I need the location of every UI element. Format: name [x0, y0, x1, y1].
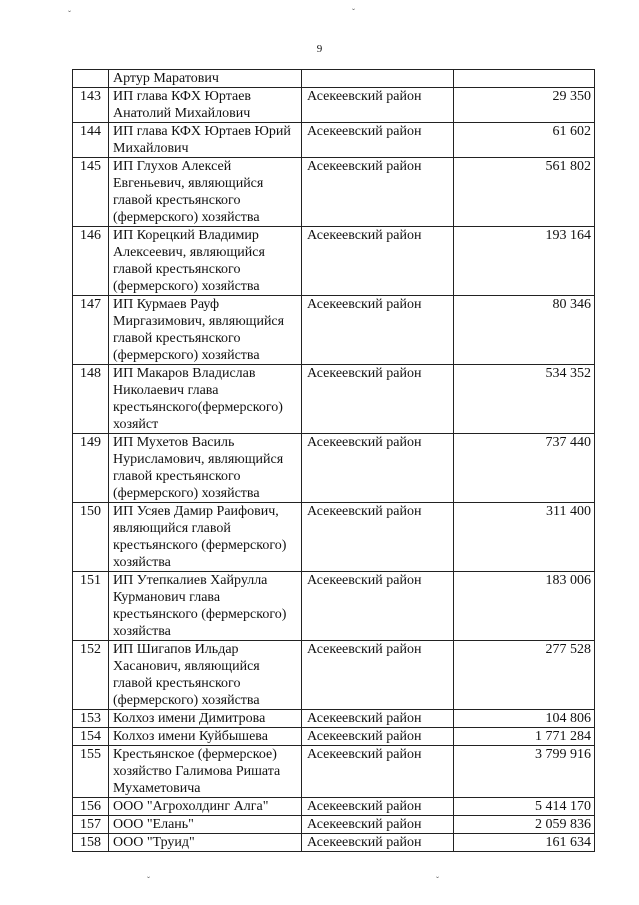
recipient-name: Колхоз имени Куйбышева: [109, 728, 302, 746]
row-number: 158: [73, 834, 109, 852]
amount: 104 806: [454, 710, 595, 728]
table-row: [73, 572, 595, 641]
table-row: [73, 123, 595, 158]
table-row: [73, 296, 595, 365]
table-row: [73, 816, 595, 834]
recipient-name: ООО "Елань": [109, 816, 302, 834]
district: Асекеевский район: [302, 798, 454, 816]
table-row: [73, 798, 595, 816]
amount: 3 799 916: [454, 746, 595, 798]
recipient-name: ИП глава КФХ Юртаев Анатолий Михайлович: [109, 88, 302, 123]
amount: 737 440: [454, 434, 595, 503]
recipient-name: ИП Корецкий Владимир Алексеевич, являющийся главой крестьянского (фермерского) хозяйства: [109, 227, 302, 296]
recipient-name: ИП Шигапов Ильдар Хасанович, являющийся главой крестьянского (фермерского) хозяйства: [109, 641, 302, 710]
row-number: 147: [73, 296, 109, 365]
recipient-name: ИП Усяев Дамир Раифович, являющийся главой крестьянского (фермерского) хозяйства: [109, 503, 302, 572]
amount: 534 352: [454, 365, 595, 434]
amount: 5 414 170: [454, 798, 595, 816]
scan-speck: ˇ: [147, 875, 150, 885]
amount: 193 164: [454, 227, 595, 296]
registry-table-body: [73, 70, 595, 852]
district: Асекеевский район: [302, 641, 454, 710]
recipient-name: Артур Маратович: [109, 70, 302, 88]
recipient-name: ООО "Агрохолдинг Алга": [109, 798, 302, 816]
row-number: 157: [73, 816, 109, 834]
district: Асекеевский район: [302, 503, 454, 572]
district: Асекеевский район: [302, 816, 454, 834]
recipient-name: ООО "Труид": [109, 834, 302, 852]
amount: 277 528: [454, 641, 595, 710]
amount: 2 059 836: [454, 816, 595, 834]
district: Асекеевский район: [302, 365, 454, 434]
scan-speck: ˇ: [352, 7, 355, 17]
table-row: [73, 834, 595, 852]
recipient-name: Колхоз имени Димитрова: [109, 710, 302, 728]
table-row: [73, 365, 595, 434]
table-row: [73, 70, 595, 88]
district: Асекеевский район: [302, 728, 454, 746]
row-number: 143: [73, 88, 109, 123]
amount: 561 802: [454, 158, 595, 227]
table-row: [73, 641, 595, 710]
recipient-name: Крестьянское (фермерское) хозяйство Галимова Ришата Мухаметовича: [109, 746, 302, 798]
table-row: [73, 728, 595, 746]
table-row: [73, 227, 595, 296]
scan-speck: ˇ: [436, 875, 439, 885]
row-number: 149: [73, 434, 109, 503]
district: Асекеевский район: [302, 88, 454, 123]
district: Асекеевский район: [302, 834, 454, 852]
amount: 1 771 284: [454, 728, 595, 746]
row-number: 144: [73, 123, 109, 158]
row-number: [73, 70, 109, 88]
recipient-name: ИП Глухов Алексей Евгеньевич, являющийся главой крестьянского (фермерского) хозяйства: [109, 158, 302, 227]
registry-table: [72, 69, 595, 852]
row-number: 151: [73, 572, 109, 641]
amount: [454, 70, 595, 88]
district: [302, 70, 454, 88]
table-row: [73, 503, 595, 572]
row-number: 152: [73, 641, 109, 710]
row-number: 155: [73, 746, 109, 798]
recipient-name: ИП Мухетов Василь Нурисламович, являющийся главой крестьянского (фермерского) хозяйства: [109, 434, 302, 503]
amount: 161 634: [454, 834, 595, 852]
amount: 29 350: [454, 88, 595, 123]
row-number: 154: [73, 728, 109, 746]
recipient-name: ИП Макаров Владислав Николаевич глава крестьянского(фермерского) хозяйст: [109, 365, 302, 434]
recipient-name: ИП Курмаев Рауф Миргазимович, являющийся главой крестьянского (фермерского) хозяйства: [109, 296, 302, 365]
row-number: 145: [73, 158, 109, 227]
row-number: 148: [73, 365, 109, 434]
row-number: 153: [73, 710, 109, 728]
district: Асекеевский район: [302, 227, 454, 296]
amount: 80 346: [454, 296, 595, 365]
page-number: 9: [316, 43, 323, 55]
table-row: [73, 746, 595, 798]
district: Асекеевский район: [302, 296, 454, 365]
table-row: [73, 710, 595, 728]
row-number: 156: [73, 798, 109, 816]
table-row: [73, 158, 595, 227]
scan-speck: ˇ: [68, 9, 71, 19]
district: Асекеевский район: [302, 158, 454, 227]
row-number: 146: [73, 227, 109, 296]
recipient-name: ИП Утепкалиев Хайрулла Курманович глава крестьянского (фермерского) хозяйства: [109, 572, 302, 641]
table-row: [73, 88, 595, 123]
row-number: 150: [73, 503, 109, 572]
table-row: [73, 434, 595, 503]
district: Асекеевский район: [302, 710, 454, 728]
district: Асекеевский район: [302, 572, 454, 641]
district: Асекеевский район: [302, 746, 454, 798]
amount: 183 006: [454, 572, 595, 641]
district: Асекеевский район: [302, 123, 454, 158]
amount: 61 602: [454, 123, 595, 158]
amount: 311 400: [454, 503, 595, 572]
district: Асекеевский район: [302, 434, 454, 503]
recipient-name: ИП глава КФХ Юртаев Юрий Михайлович: [109, 123, 302, 158]
